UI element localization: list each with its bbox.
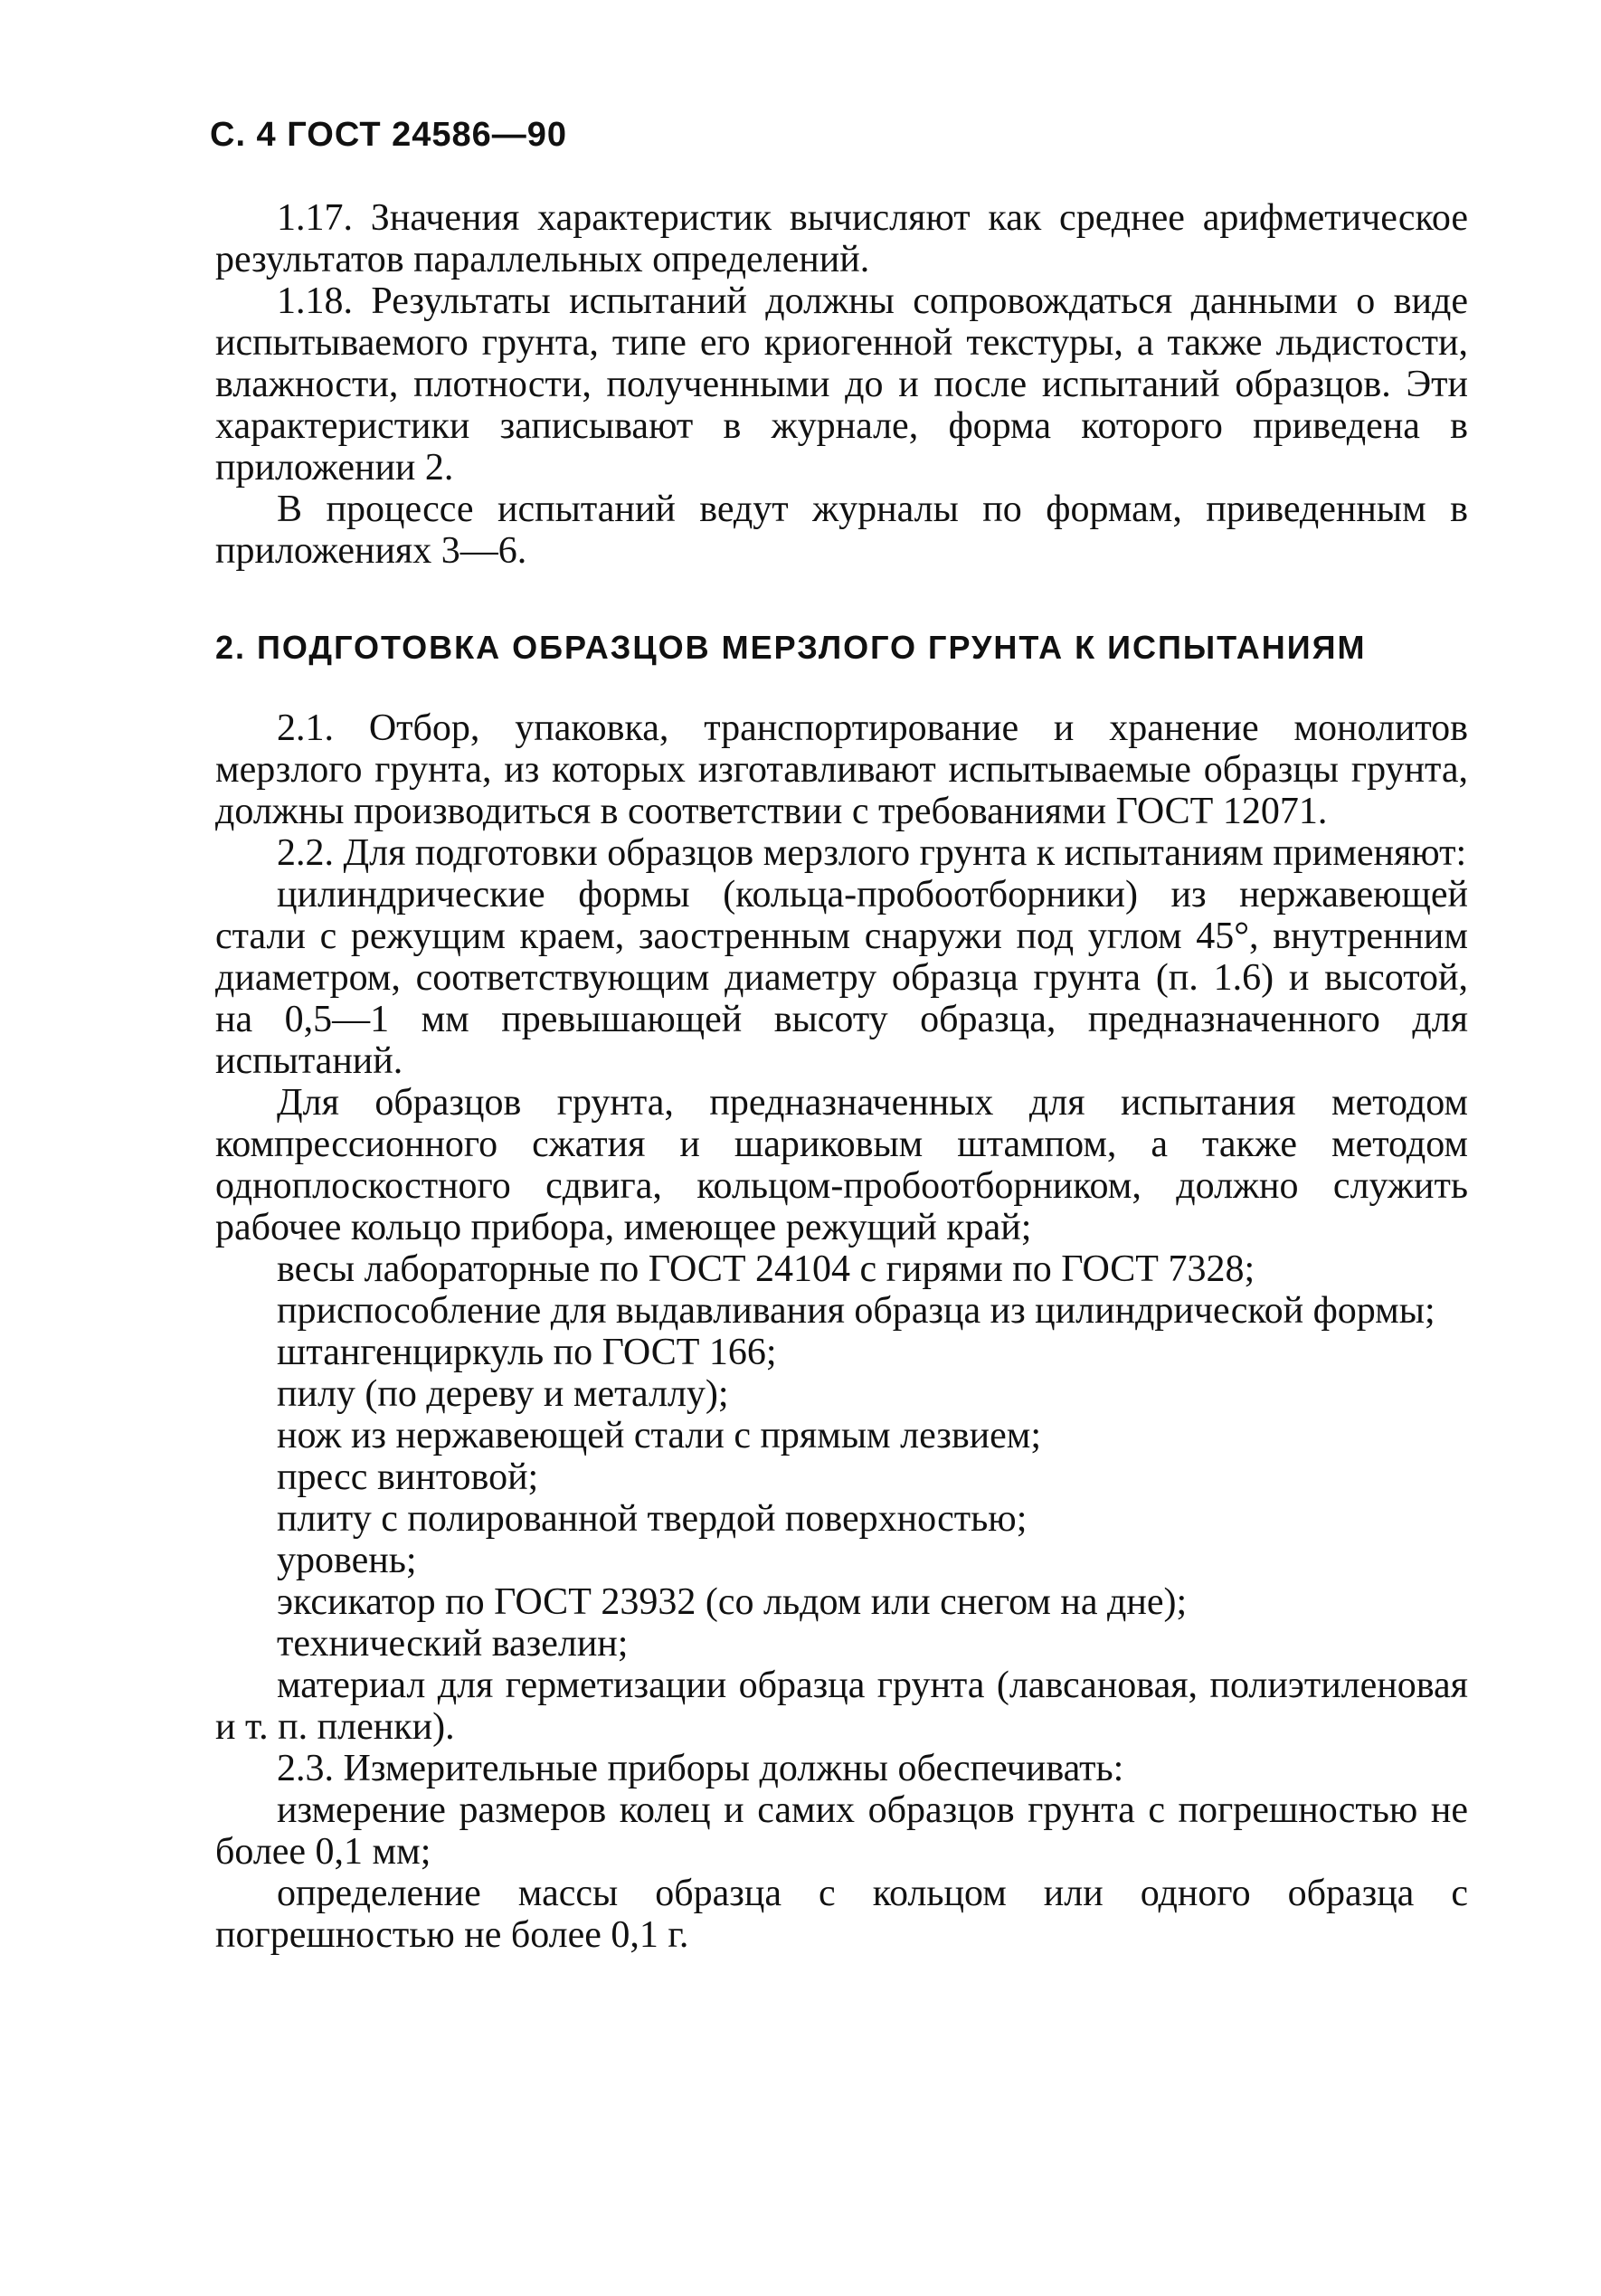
paragraph-2-1: 2.1. Отбор, упаковка, транспортирование и хранение монолитов мерзлого грунта, из которых изготавливают испытываемые образцы грунта, должны производиться в соответствии с требованиями ГОСТ 12071. — [215, 707, 1468, 832]
paragraph-1-18: 1.18. Результаты испытаний должны сопровождаться данными о виде испытываемого грунта, типе его криогенной текстуры, а также льдистости, влажности, плотности, полученными до и после испытаний образцов. Эти характеристики записывают в журнале, форма которого приведена в приложении 2. — [215, 280, 1468, 489]
paragraph-journals: В процессе испытаний ведут журналы по формам, приведенным в приложениях 3—6. — [215, 489, 1468, 572]
paragraph-2-2: 2.2. Для подготовки образцов мерзлого грунта к испытаниям применяют: — [277, 832, 1467, 874]
list-item-desiccator: эксикатор по ГОСТ 23932 (со льдом или снегом на дне); — [277, 1581, 1188, 1623]
list-item-knife: нож из нержавеющей стали с прямым лезвием; — [277, 1415, 1042, 1456]
paragraph-1-17: 1.17. Значения характеристик вычисляют как среднее арифметическое результатов параллельных определений. — [215, 197, 1468, 280]
list-item-compression-samples: Для образцов грунта, предназначенных для испытания методом компрессионного сжатия и шариковым штампом, а также методом одноплоскостного сдвига, кольцом-пробоотборником, должно служить рабочее кольцо прибора, имеющее режущий край; — [215, 1082, 1468, 1248]
list-item-sealing-material: материал для герметизации образца грунта (лавсановая, полиэтиленовая и т. п. пленки). — [215, 1665, 1468, 1748]
list-item-press: пресс винтовой; — [277, 1456, 539, 1498]
list-item-scales: весы лабораторные по ГОСТ 24104 с гирями по ГОСТ 7328; — [277, 1248, 1255, 1290]
list-item-size-measurement: измерение размеров колец и самих образцов грунта с погрешностью не более 0,1 мм; — [215, 1789, 1468, 1873]
list-item-level: уровень; — [277, 1540, 417, 1581]
list-item-vaseline: технический вазелин; — [277, 1623, 629, 1665]
section-2-title: 2. ПОДГОТОВКА ОБРАЗЦОВ МЕРЗЛОГО ГРУНТА К ИСПЫТАНИЯМ — [215, 629, 1367, 666]
page-header: С. 4 ГОСТ 24586—90 — [210, 116, 568, 154]
list-item-forms: цилиндрические формы (кольца-пробоотборники) из нержавеющей стали с режущим краем, заостренным снаружи под углом 45°, внутренним диаметром, соответствующим диаметру образца грунта (п. 1.6) и высотой, на 0,5—1 мм превышающей высоту образца, предназначенного для испытаний. — [215, 874, 1468, 1082]
list-item-extruder: приспособление для выдавливания образца из цилиндрической формы; — [277, 1290, 1435, 1332]
document-body — [215, 197, 1468, 1956]
paragraph-2-3: 2.3. Измерительные приборы должны обеспечивать: — [277, 1748, 1124, 1789]
list-item-saw: пилу (по дереву и металлу); — [277, 1373, 729, 1415]
list-item-caliper: штангенциркуль по ГОСТ 166; — [277, 1332, 777, 1373]
list-item-mass-measurement: определение массы образца с кольцом или одного образца с погрешностью не более 0,1 г. — [215, 1873, 1468, 1956]
list-item-plate: плиту с полированной твердой поверхностью; — [277, 1498, 1028, 1540]
